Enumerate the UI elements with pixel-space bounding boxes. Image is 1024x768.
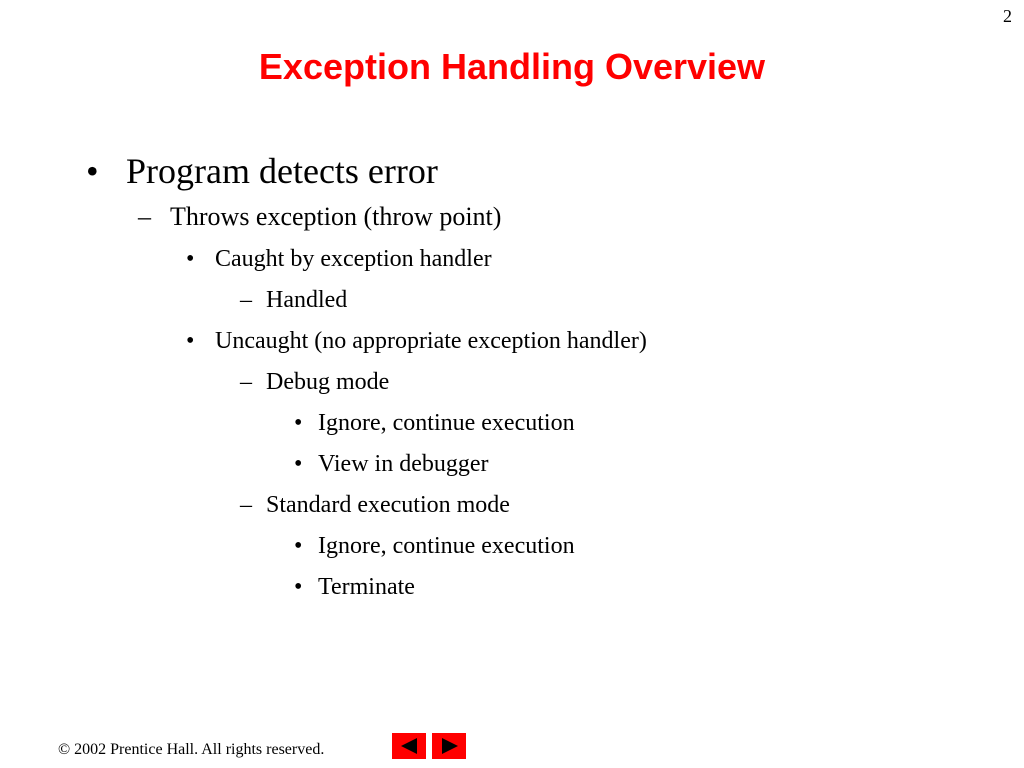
page-number: 2 [1003, 6, 1012, 26]
slide-navigation [392, 733, 466, 759]
bullet-dot-icon: • [186, 328, 195, 354]
bullet-text: Handled [266, 287, 348, 313]
bullet-text: View in debugger [318, 451, 489, 477]
bullet-dash-icon: – [138, 202, 151, 231]
next-slide-button[interactable] [432, 733, 466, 759]
bullet-text: Throws exception (throw point) [170, 202, 502, 231]
previous-slide-button[interactable] [392, 733, 426, 759]
bullet-text: Program detects error [126, 151, 438, 191]
bullet-dot-icon: • [86, 151, 99, 191]
bullet-dot-icon: • [294, 451, 303, 477]
bullet-text: Ignore, continue execution [318, 410, 575, 436]
bullet-text: Standard execution mode [266, 492, 510, 518]
bullet-text: Debug mode [266, 369, 390, 395]
bullet-dot-icon: • [186, 246, 195, 272]
bullet-dot-icon: • [294, 410, 303, 436]
bullet-dot-icon: • [294, 533, 303, 559]
footer-copyright [58, 741, 324, 759]
bullet-text: Caught by exception handler [215, 246, 492, 272]
bullet-dash-icon: – [240, 287, 252, 313]
slide-title: Exception Handling Overview [258, 46, 766, 87]
bullet-dash-icon: – [240, 492, 252, 518]
bullet-text: Terminate [318, 574, 415, 600]
bullet-dot-icon: • [294, 574, 303, 600]
bullet-text: Ignore, continue execution [318, 533, 575, 559]
bullet-dash-icon: – [240, 369, 252, 395]
bullet-text: Uncaught (no appropriate exception handler) [215, 328, 647, 354]
copyright-text: 2002 Prentice Hall. All rights reserved. [74, 741, 325, 758]
copyright-icon: © [58, 741, 71, 758]
